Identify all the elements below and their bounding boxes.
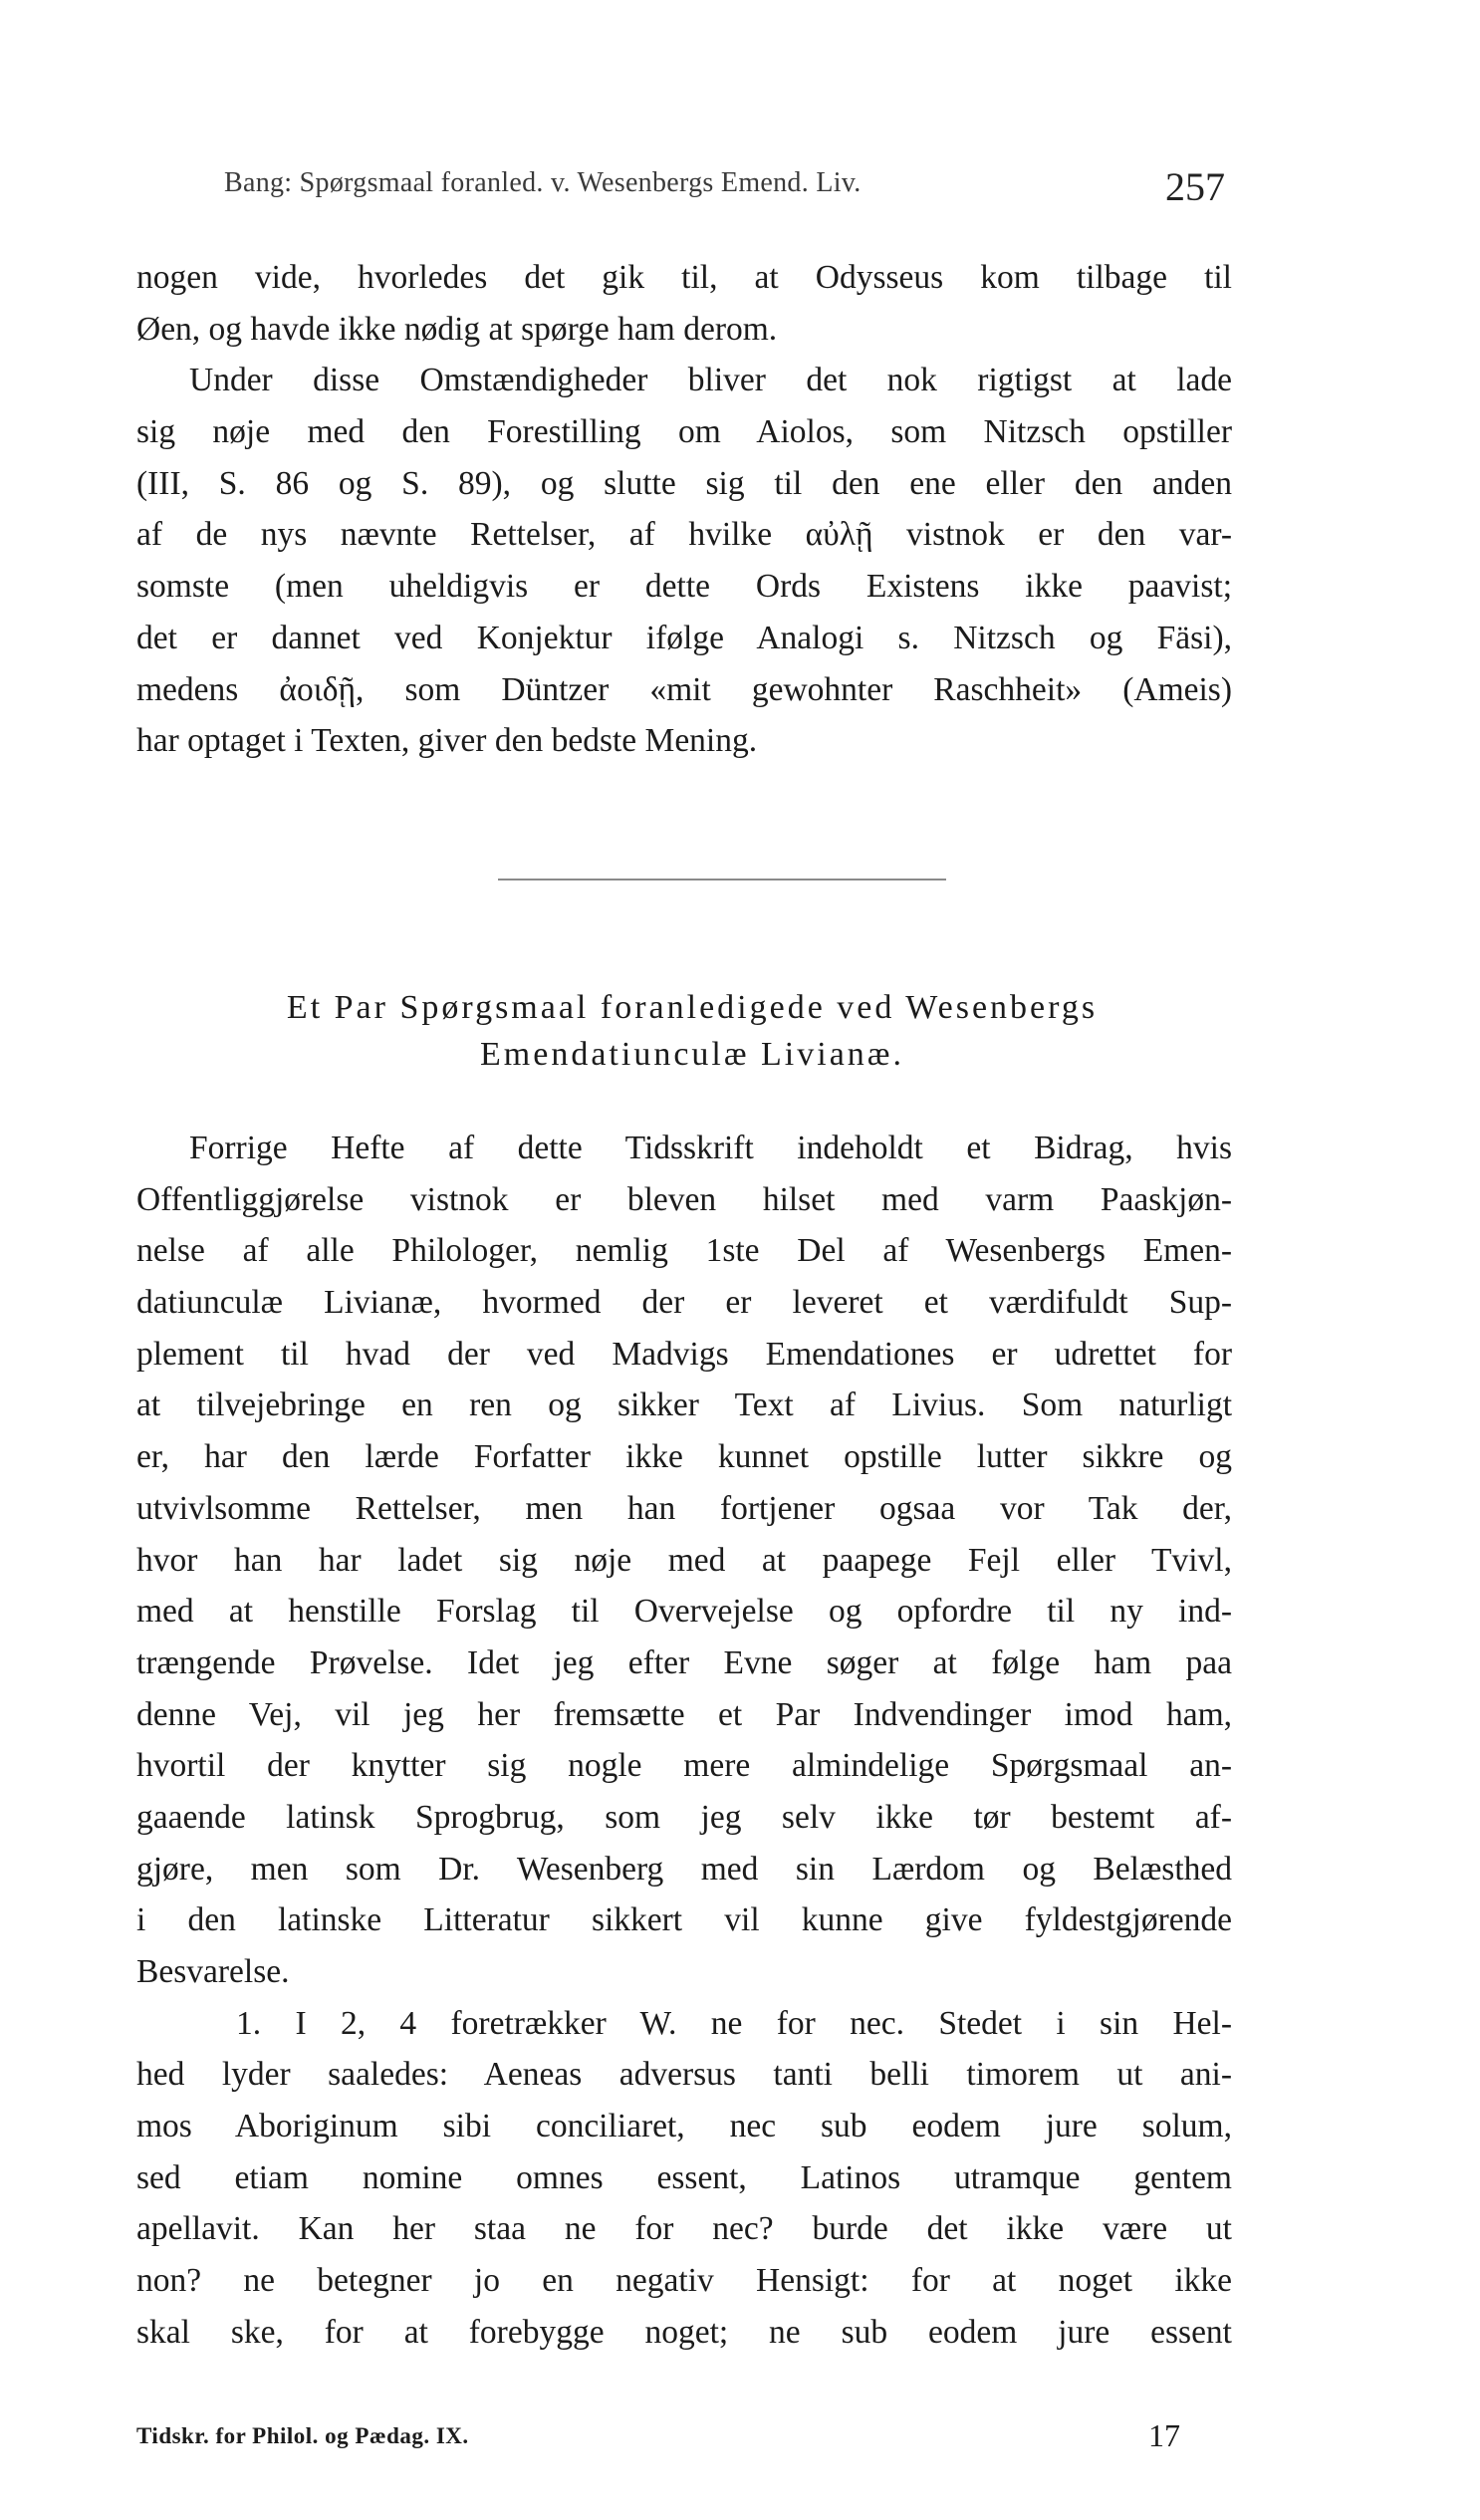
text-line: trængende Prøvelse. Idet jeg efter Evne søger at følge ham paa bbox=[136, 1643, 1232, 1681]
text-line: plement til hvad der ved Madvigs Emendationes er udrettet for bbox=[136, 1335, 1232, 1373]
text-line: hvortil der knytter sig nogle mere almindelige Spørgsmaal an- bbox=[136, 1747, 1232, 1785]
text-line: i den latinske Litteratur sikkert vil kunne give fyldestgjørende bbox=[136, 1901, 1232, 1939]
page-footer bbox=[136, 2417, 1232, 2457]
text-line: denne Vej, vil jeg her fremsætte et Par Indvendinger imod ham, bbox=[136, 1695, 1232, 1733]
page-number: 257 bbox=[1165, 164, 1225, 209]
text-line: gaaende latinsk Sprogbrug, som jeg selv ikke tør bestemt af- bbox=[136, 1798, 1232, 1836]
text-line: apellavit. Kan her staa ne for nec? burde det ikke være ut bbox=[136, 2210, 1232, 2248]
text-line: 1. I 2, 4 foretrækker W. ne for nec. Stedet i sin Hel- bbox=[236, 2004, 1232, 2042]
text-line: Forrige Hefte af dette Tidsskrift indeholdt et Bidrag, hvis bbox=[189, 1130, 1232, 1166]
text-line: er, har den lærde Forfatter ikke kunnet opstille lutter sikkre og bbox=[136, 1438, 1232, 1476]
text-line: det er dannet ved Konjektur ifølge Analogi s. Nitzsch og Fäsi), bbox=[136, 619, 1232, 656]
section-end-text bbox=[136, 252, 1232, 767]
sheet-signature: 17 bbox=[1148, 2417, 1180, 2453]
text-line: non? ne betegner jo en negativ Hensigt: for at noget ikke bbox=[136, 2262, 1232, 2300]
text-line: har optaget i Texten, giver den bedste Mening. bbox=[136, 722, 758, 760]
text-line: sig nøje med den Forestilling om Aiolos, som Nitzsch opstiller bbox=[136, 413, 1232, 451]
text-line: nogen vide, hvorledes det gik til, at Odysseus kom tilbage til bbox=[136, 259, 1232, 296]
text-line: skal ske, for at forebygge noget; ne sub eodem jure essent bbox=[136, 2313, 1232, 2351]
text-line: Besvarelse. bbox=[136, 1953, 290, 1990]
text-line: nelse af alle Philologer, nemlig 1ste Del af Wesenbergs Emen- bbox=[136, 1232, 1232, 1270]
text-line: gjøre, men som Dr. Wesenberg med sin Lærdom og Belæsthed bbox=[136, 1850, 1232, 1888]
article-title-line-2: Emendatiunculæ Livianæ. bbox=[480, 1036, 904, 1073]
journal-signature-line: Tidskr. for Philol. og Pædag. IX. bbox=[136, 2423, 469, 2448]
text-line: hvor han har ladet sig nøje med at paapege Fejl eller Tvivl, bbox=[136, 1541, 1232, 1579]
text-line: Øen, og havde ikke nødig at spørge ham derom. bbox=[136, 310, 778, 348]
text-line: somste (men uheldigvis er dette Ords Existens ikke paavist; bbox=[136, 568, 1232, 606]
text-line: med at henstille Forslag til Overvejelse og opfordre til ny ind- bbox=[136, 1593, 1232, 1631]
text-line: hed lyder saaledes: Aeneas adversus tanti belli timorem ut ani- bbox=[136, 2056, 1232, 2094]
section-divider bbox=[498, 879, 946, 881]
text-line: (III, S. 86 og S. 89), og slutte sig til den ene eller den anden bbox=[136, 464, 1232, 502]
text-line: medens ἀοιδῇ, som Düntzer «mit gewohnter Raschheit» (Ameis) bbox=[136, 670, 1232, 708]
text-line: datiunculæ Livianæ, hvormed der er leveret et værdifuldt Sup- bbox=[136, 1284, 1232, 1322]
text-line: utvivlsomme Rettelser, men han fortjener ogsaa vor Tak der, bbox=[136, 1489, 1232, 1527]
article-title-line-1: Et Par Spørgsmaal foranledigede ved Wesenbergs bbox=[286, 989, 1099, 1026]
text-line: af de nys nævnte Rettelser, af hvilke αὐλῇ vistnok er den var- bbox=[136, 516, 1232, 554]
text-line: mos Aboriginum sibi conciliaret, nec sub eodem jure solum, bbox=[136, 2108, 1232, 2145]
article-body bbox=[136, 1123, 1232, 2359]
text-line: Offentliggjørelse vistnok er bleven hilset med varm Paaskjøn- bbox=[136, 1180, 1232, 1218]
text-line: sed etiam nomine omnes essent, Latinos utramque gentem bbox=[136, 2158, 1232, 2196]
text-line: at tilvejebringe en ren og sikker Text af Livius. Som naturligt bbox=[136, 1386, 1232, 1424]
text-line: Under disse Omstændigheder bliver det nok rigtigst at lade bbox=[189, 362, 1232, 399]
running-head: Bang: Spørgsmaal foranled. v. Wesenbergs Emend. Liv. bbox=[224, 167, 862, 198]
